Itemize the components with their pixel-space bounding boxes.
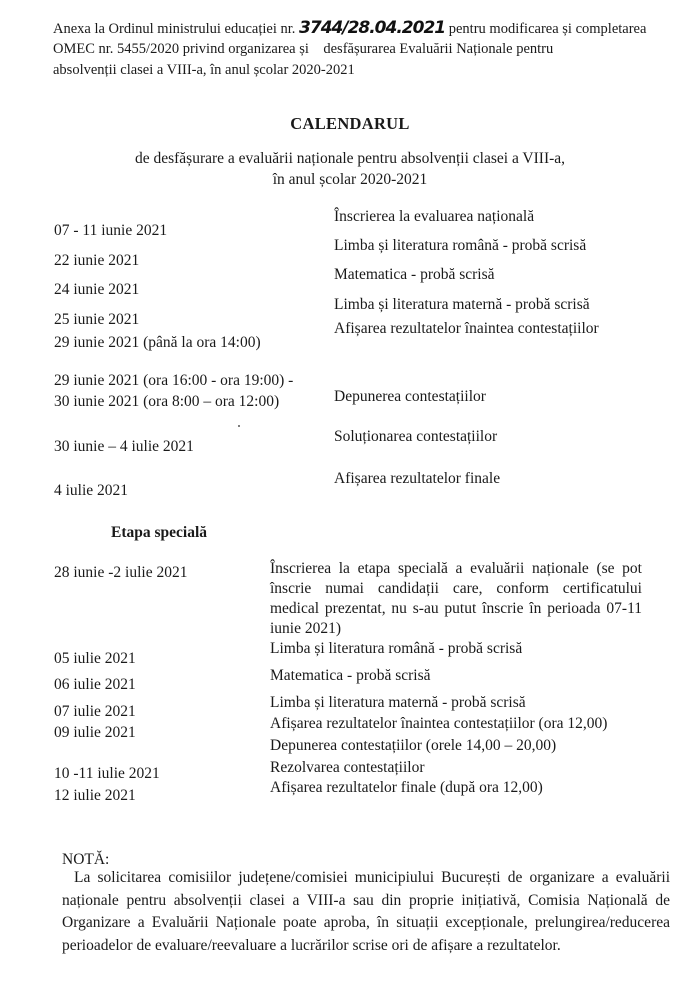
schedule-event: Înscrierea la evaluarea națională: [334, 208, 535, 225]
special-date: 09 iulie 2021: [54, 724, 136, 741]
header-line-3: absolvenții clasei a VIII-a, în anul școlar 2020-2021: [53, 62, 355, 78]
header-line-1-prefix: Anexa la Ordinul ministrului educației nr.: [53, 21, 296, 37]
special-date: 28 iunie -2 iulie 2021: [54, 564, 188, 581]
schedule-event: Depunerea contestațiilor: [334, 388, 486, 405]
schedule-date: 29 iunie 2021 (până la ora 14:00): [54, 334, 261, 351]
schedule-event: Soluționarea contestațiilor: [334, 428, 498, 445]
page-title: CALENDARUL: [290, 114, 410, 133]
page-subtitle-line-2: în anul școlar 2020-2021: [272, 171, 428, 188]
schedule-date: 30 iunie – 4 iulie 2021: [54, 438, 194, 455]
handwritten-order-number: 3744/28.04.2021: [299, 18, 446, 38]
special-event: Limba și literatura maternă - probă scrisă: [270, 694, 526, 711]
schedule-date: 24 iunie 2021: [54, 281, 140, 298]
schedule-event: Afișarea rezultatelor finale: [334, 470, 501, 487]
special-event: Depunerea contestațiilor (orele 14,00 – 20,00): [270, 737, 557, 754]
note-label: NOTĂ:: [62, 851, 110, 868]
special-date: 07 iulie 2021: [54, 703, 136, 720]
schedule-event: Limba și literatura română - probă scrisă: [334, 237, 587, 254]
special-date: 06 iulie 2021: [54, 676, 136, 693]
scan-speck: [238, 425, 240, 427]
special-event: Limba și literatura română - probă scrisă: [270, 640, 523, 657]
schedule-date: 4 iulie 2021: [54, 482, 129, 499]
special-event: Rezolvarea contestațiilor: [270, 759, 425, 776]
special-date: 12 iulie 2021: [54, 787, 136, 804]
special-event: Afișarea rezultatelor înaintea contestațiilor (ora 12,00): [270, 715, 608, 732]
section-heading: Etapa specială: [111, 524, 208, 541]
header-line-1-suffix: pentru modificarea și completarea: [448, 21, 647, 37]
schedule-date: 25 iunie 2021: [54, 311, 140, 328]
schedule-event: Matematica - probă scrisă: [334, 266, 495, 283]
page-subtitle-line-1: de desfășurare a evaluării naționale pentru absolvenții clasei a VIII-a,: [134, 150, 566, 167]
schedule-date: 22 iunie 2021: [54, 252, 140, 269]
schedule-event: Afișarea rezultatelor înaintea contestațiilor: [334, 320, 599, 337]
special-event: Afișarea rezultatelor finale (după ora 12,00): [270, 779, 543, 796]
note-text: La solicitarea comisiilor județene/comisiei municipiului București de organizare a evaluării naționale pentru absolvenții clasei a VIII-a sau din proprie inițiativă, Comisia Națională de Organizare a Evaluării Naționale poate aproba, în situații excepționale, prelungirea/reducerea perioadelor de evaluare/reevaluare a lucrărilor scrise ori de afișare a rezultatelor.: [62, 869, 670, 954]
header-line-2: OMEC nr. 5455/2020 privind organizarea și desfășurarea Evaluării Naționale pentru: [53, 41, 554, 57]
special-event: Matematica - probă scrisă: [270, 667, 431, 684]
special-date: 05 iulie 2021: [54, 650, 136, 667]
header-line-1: [53, 18, 646, 38]
schedule-date: 29 iunie 2021 (ora 16:00 - ora 19:00) -: [54, 372, 294, 389]
special-date: 10 -11 iulie 2021: [54, 765, 160, 782]
special-event: Înscrierea la etapa specială a evaluării naționale (se pot înscrie numai candidații care, conform certificatului medical prezentat, nu s-au putut înscrie în perioada 07-11 iunie 2021): [270, 560, 642, 637]
schedule-date-line-2: 30 iunie 2021 (ora 8:00 – ora 12:00): [54, 393, 280, 410]
schedule-event: Limba și literatura maternă - probă scrisă: [334, 296, 590, 313]
schedule-date: 07 - 11 iunie 2021: [54, 222, 168, 239]
